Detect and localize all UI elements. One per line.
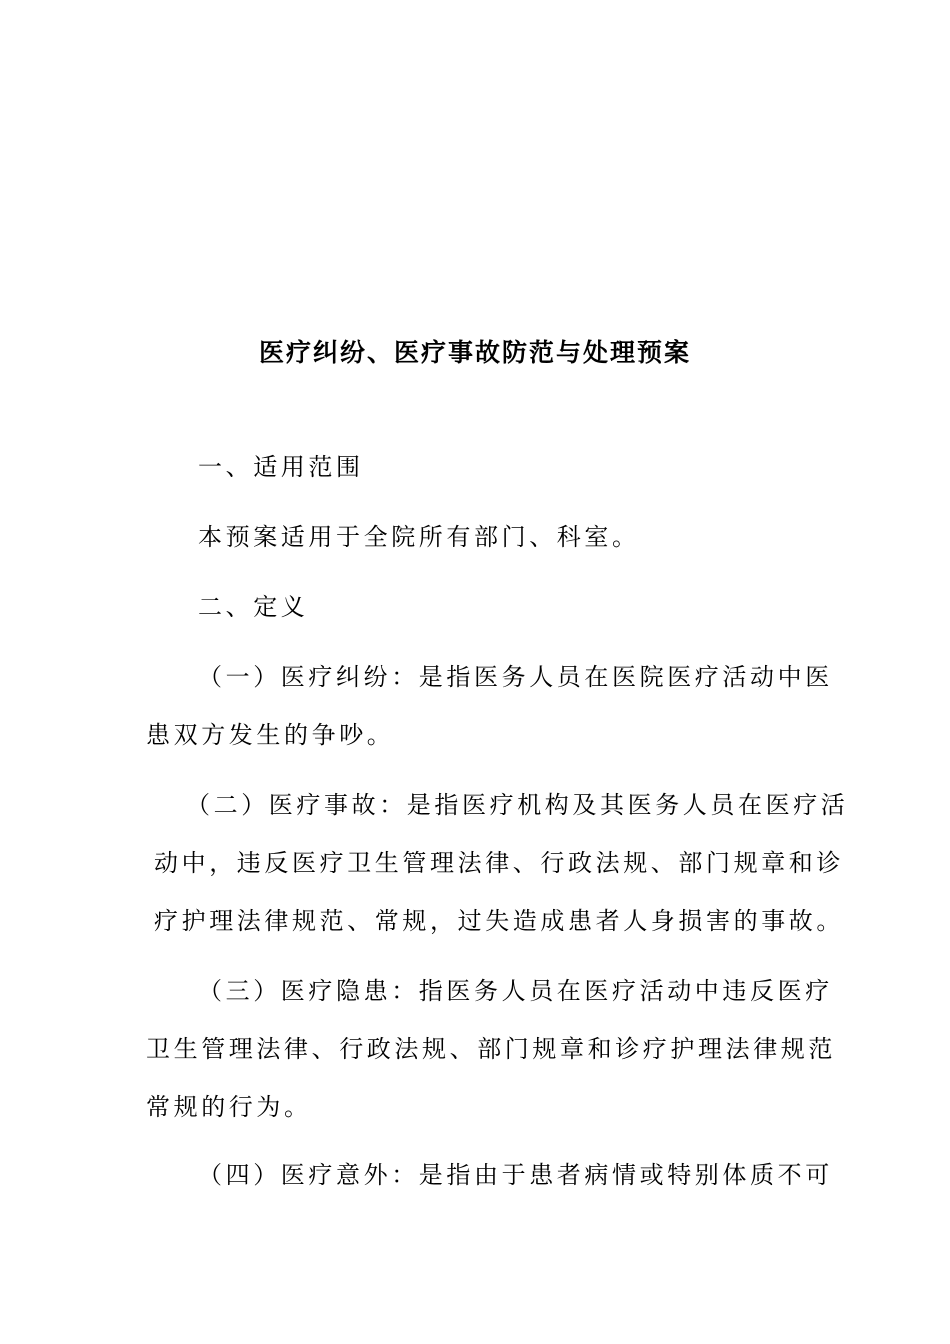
definition-1-line-2: 患双方发生的争吵。 bbox=[146, 721, 395, 749]
definition-1-line-1: （一）医疗纠纷：是指医务人员在医院医疗活动中医 bbox=[198, 663, 833, 691]
definition-3-line-2: 卫生管理法律、行政法规、部门规章和诊疗护理法律规范 bbox=[146, 1035, 836, 1063]
definition-3-line-1: （三）医疗隐患：指医务人员在医疗活动中违反医疗 bbox=[198, 977, 833, 1005]
scope-paragraph: 本预案适用于全院所有部门、科室。 bbox=[198, 523, 640, 551]
section-heading-scope: 一、适用范围 bbox=[198, 453, 364, 481]
definition-2-line-1: （二）医疗事故：是指医疗机构及其医务人员在医疗活 bbox=[186, 791, 849, 819]
definition-3-line-3: 常规的行为。 bbox=[146, 1093, 312, 1121]
definition-2-line-3: 疗护理法律规范、常规，过失造成患者人身损害的事故。 bbox=[154, 907, 844, 935]
section-heading-definitions: 二、定义 bbox=[198, 593, 309, 621]
definition-2-line-2: 动中，违反医疗卫生管理法律、行政法规、部门规章和诊 bbox=[154, 849, 844, 877]
definition-4-line-1: （四）医疗意外：是指由于患者病情或特别体质不可 bbox=[198, 1161, 833, 1189]
document-title: 医疗纠纷、医疗事故防范与处理预案 bbox=[258, 338, 691, 367]
